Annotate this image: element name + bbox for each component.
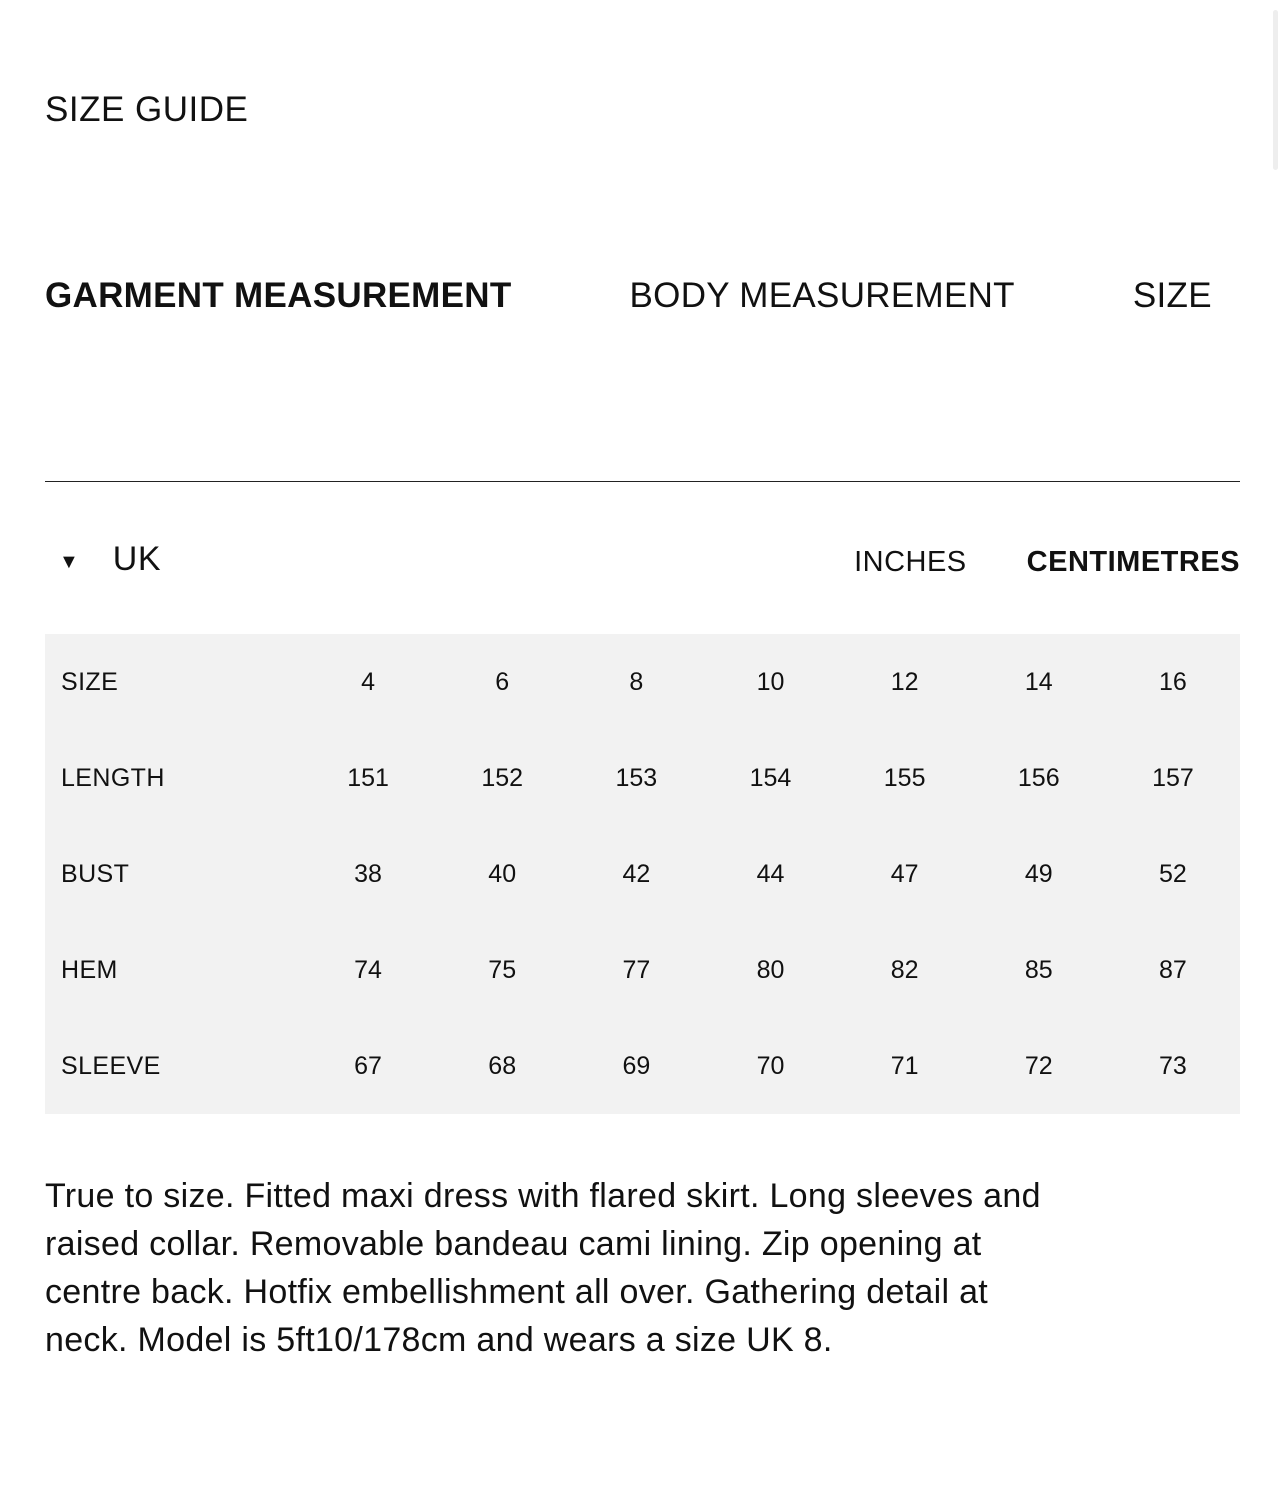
table-cell: 72 bbox=[1024, 1051, 1053, 1080]
table-row-length bbox=[45, 730, 1240, 826]
table-cell: 68 bbox=[488, 1051, 517, 1080]
table-row-bust bbox=[45, 826, 1240, 922]
table-cell: 154 bbox=[749, 763, 792, 792]
table-row-hem bbox=[45, 922, 1240, 1018]
table-cell: 74 bbox=[354, 955, 382, 984]
table-cell: 38 bbox=[354, 859, 382, 888]
region-value: UK bbox=[112, 540, 162, 578]
table-cell: 16 bbox=[1159, 667, 1187, 696]
row-label: SLEEVE bbox=[61, 1051, 161, 1080]
row-label: LENGTH bbox=[61, 763, 165, 792]
tab-size[interactable]: SIZE bbox=[1132, 276, 1212, 315]
table-cell: 4 bbox=[361, 667, 376, 696]
tab-body-measurement[interactable]: BODY MEASUREMENT bbox=[629, 276, 1015, 315]
table-cell: 77 bbox=[622, 955, 651, 984]
triangle-down-icon: ▼ bbox=[59, 551, 79, 573]
table-cell: 70 bbox=[756, 1051, 785, 1080]
table-cell: 71 bbox=[890, 1051, 919, 1080]
unit-inches-button[interactable]: INCHES bbox=[854, 546, 967, 578]
table-cell: 52 bbox=[1159, 859, 1187, 888]
table-cell: 69 bbox=[622, 1051, 651, 1080]
table-cell: 87 bbox=[1159, 955, 1187, 984]
table-cell: 75 bbox=[488, 955, 517, 984]
tab-garment-measurement[interactable]: GARMENT MEASUREMENT bbox=[45, 276, 512, 315]
table-cell: 10 bbox=[756, 667, 785, 696]
row-label: BUST bbox=[61, 859, 130, 888]
table-cell: 152 bbox=[481, 763, 524, 792]
table-cell: 153 bbox=[615, 763, 658, 792]
page-title: SIZE GUIDE bbox=[45, 90, 249, 129]
table-cell: 47 bbox=[890, 859, 919, 888]
unit-centimetres-button[interactable]: CENTIMETRES bbox=[1026, 546, 1240, 578]
table-cell: 73 bbox=[1159, 1051, 1187, 1080]
table-cell: 151 bbox=[347, 763, 389, 792]
table-cell: 49 bbox=[1024, 859, 1053, 888]
table-cell: 156 bbox=[1017, 763, 1060, 792]
table-cell: 155 bbox=[883, 763, 926, 792]
scrollbar-thumb[interactable] bbox=[1273, 10, 1278, 170]
table-controls bbox=[45, 540, 1240, 590]
table-cell: 8 bbox=[629, 667, 644, 696]
size-table bbox=[45, 634, 1240, 1114]
table-cell: 67 bbox=[354, 1051, 382, 1080]
unit-toggle bbox=[854, 546, 1240, 579]
table-cell: 40 bbox=[488, 859, 517, 888]
table-row-size bbox=[45, 634, 1240, 730]
region-dropdown[interactable] bbox=[45, 540, 161, 579]
table-cell: 12 bbox=[890, 667, 919, 696]
table-cell: 82 bbox=[890, 955, 919, 984]
table-cell: 157 bbox=[1152, 763, 1194, 792]
divider bbox=[45, 481, 1240, 482]
table-row-sleeve bbox=[45, 1018, 1240, 1114]
row-label: HEM bbox=[61, 955, 118, 984]
row-label: SIZE bbox=[61, 667, 119, 696]
table-cell: 44 bbox=[756, 859, 785, 888]
table-cell: 6 bbox=[495, 667, 510, 696]
table-cell: 42 bbox=[622, 859, 651, 888]
measurement-tabs bbox=[45, 276, 1240, 326]
scrollbar[interactable] bbox=[1270, 0, 1284, 1504]
table-cell: 80 bbox=[756, 955, 785, 984]
product-fit-description: True to size. Fitted maxi dress with flared skirt. Long sleeves and raised collar. Removable bandeau cami lining. Zip opening at centre back. Hotfix embellishment all over. Gathering detail at neck. Model is 5ft10/178cm and wears a size UK 8. bbox=[45, 1177, 1041, 1359]
table-cell: 85 bbox=[1024, 955, 1053, 984]
table-cell: 14 bbox=[1024, 667, 1053, 696]
